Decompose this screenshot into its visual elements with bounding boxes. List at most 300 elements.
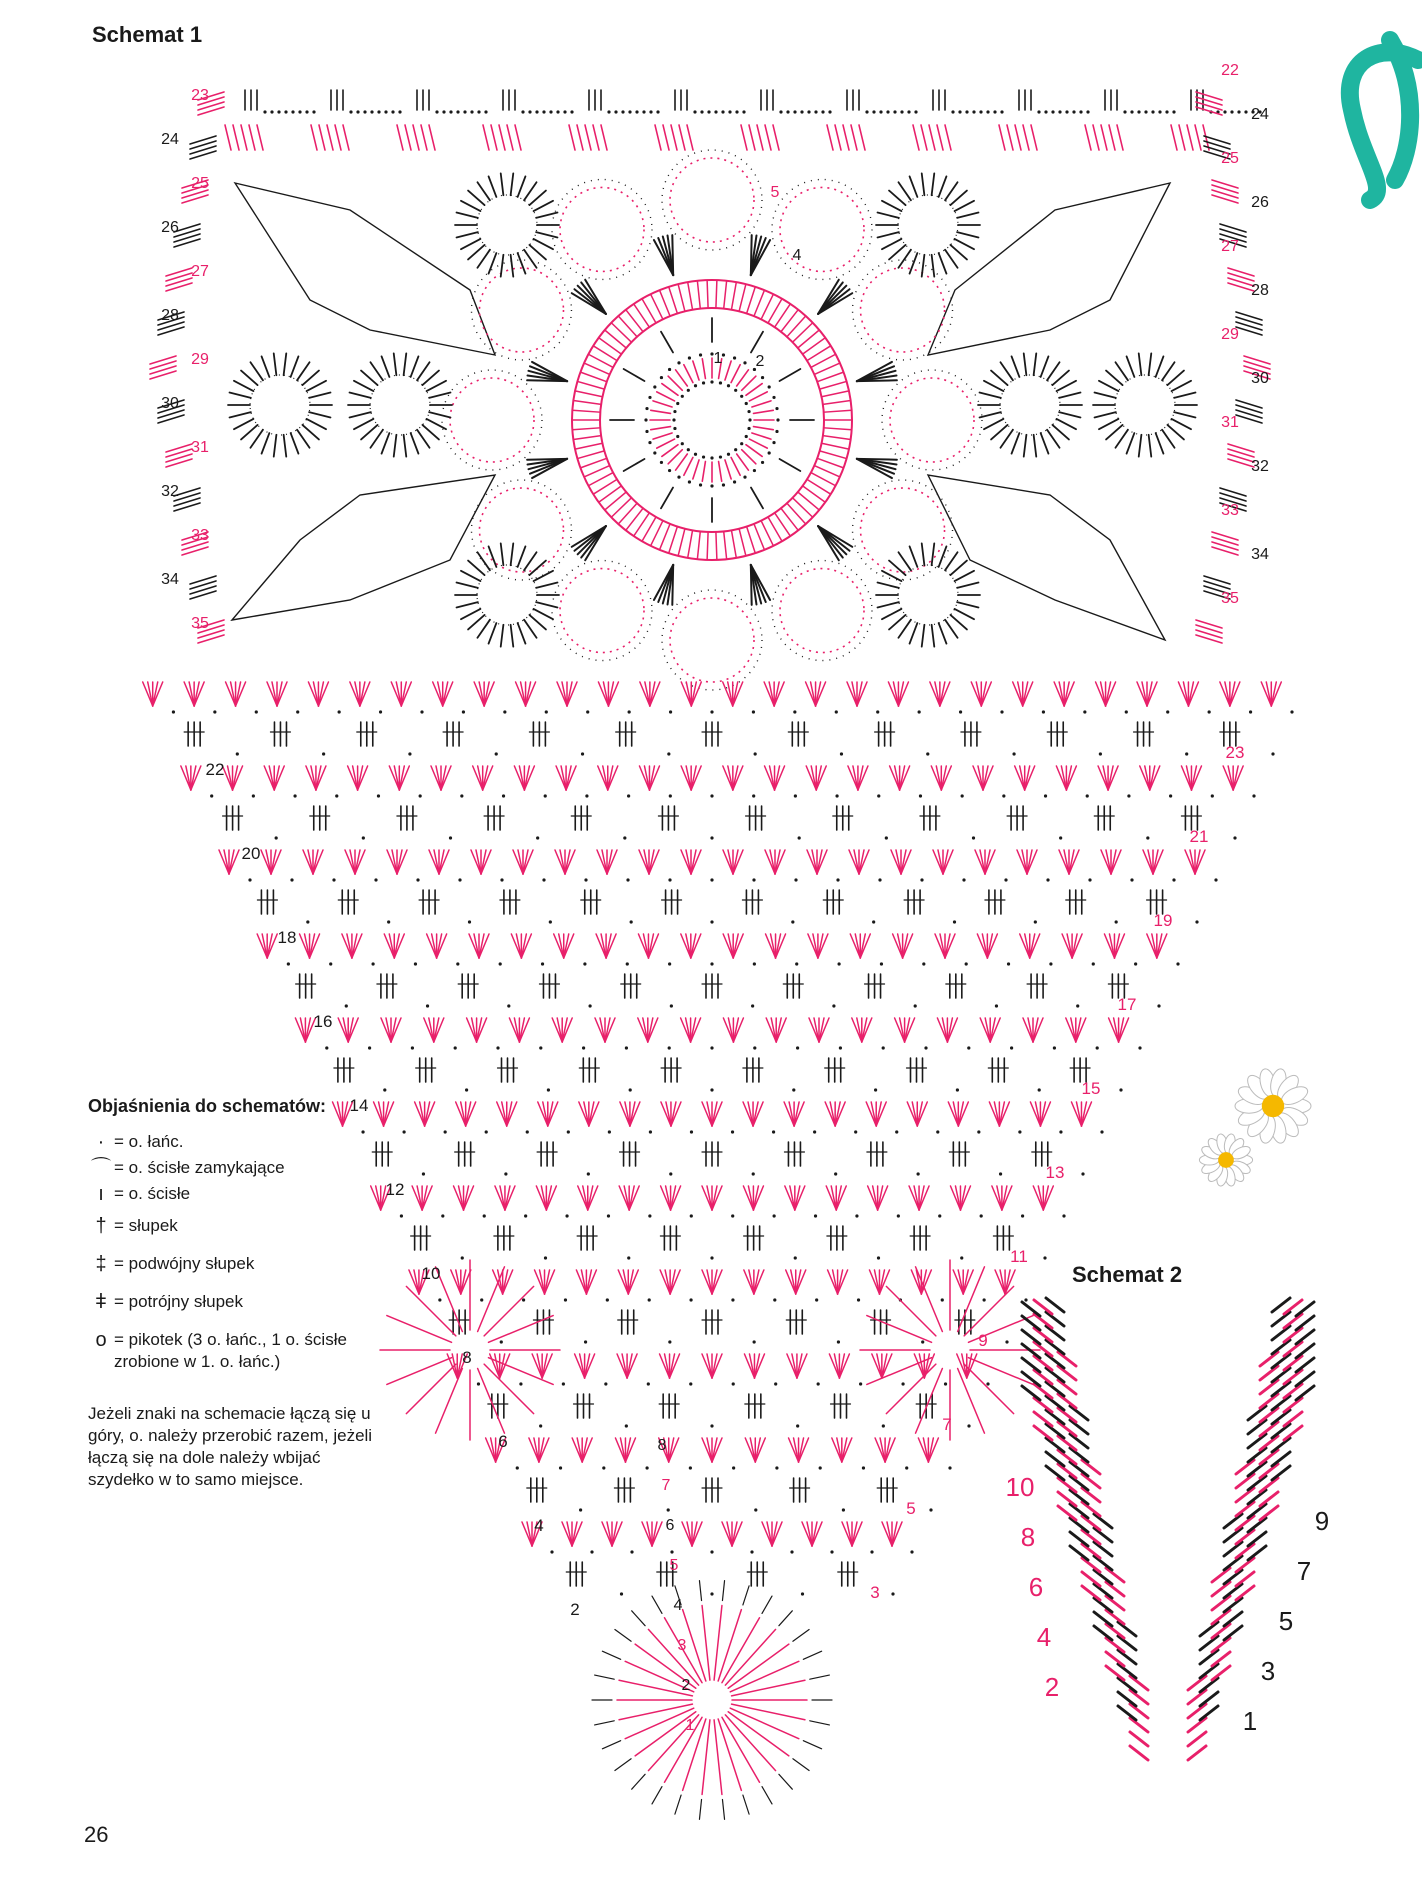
radial-stitch	[361, 371, 377, 386]
round-label: 16	[313, 1012, 333, 1031]
chain-dot	[1185, 752, 1188, 755]
radial-stitch	[823, 401, 851, 405]
radial-stitch	[1059, 412, 1080, 417]
chain-dot	[872, 920, 875, 923]
round-label: 7	[661, 1477, 671, 1494]
border-stitch	[827, 125, 833, 150]
radial-stitch	[932, 543, 935, 565]
border-stitch	[749, 125, 755, 150]
radial-stitch	[945, 620, 957, 638]
radial-stitch	[651, 410, 671, 413]
radial-stitch	[580, 372, 606, 382]
chain-dot	[263, 110, 266, 113]
radial-stitch	[762, 1596, 772, 1613]
border-stitch	[671, 125, 677, 150]
border-stitch	[1195, 125, 1201, 150]
border-stitch	[421, 125, 427, 150]
chain-dot	[855, 1214, 858, 1217]
border-stitch	[327, 125, 333, 150]
chain-dot	[918, 710, 921, 713]
chain-dot	[677, 361, 680, 364]
chain-dot	[1086, 110, 1089, 113]
petal-chain	[552, 179, 652, 279]
chain-dot	[979, 110, 982, 113]
fan-stitch	[672, 235, 673, 275]
radial-stitch	[302, 371, 318, 386]
radial-stitch	[536, 583, 557, 588]
radial-stitch	[489, 623, 497, 644]
radial-stitch	[737, 370, 749, 386]
schemat-2-title: Schemat 2	[1072, 1262, 1183, 1287]
legend-item	[88, 1329, 388, 1373]
chain-dot	[1004, 878, 1007, 881]
border-stitch	[835, 125, 841, 150]
radial-stitch	[945, 552, 957, 570]
round-label: 1	[713, 350, 723, 367]
chain-dot	[694, 453, 697, 456]
chain-dot	[586, 710, 589, 713]
chain-dot	[322, 752, 325, 755]
round-label: 35	[191, 615, 209, 632]
daisy-center	[1218, 1152, 1234, 1168]
radial-stitch	[429, 393, 450, 398]
chain-dot	[688, 356, 691, 359]
border-stitch	[655, 125, 661, 150]
chain-dot	[752, 794, 755, 797]
radial-stitch	[489, 176, 497, 197]
chain-dot	[567, 1130, 570, 1133]
border-stitch	[1101, 125, 1107, 150]
chain-dot	[821, 110, 824, 113]
chain-dot	[960, 1256, 963, 1259]
round-label: 18	[277, 928, 297, 947]
radial-stitch	[274, 435, 277, 457]
chain-dot	[986, 110, 989, 113]
round-label: 28	[161, 307, 179, 324]
chain-dot	[1172, 878, 1175, 881]
chain-dot	[719, 455, 722, 458]
chain-dot	[772, 441, 775, 444]
border-stitch	[515, 125, 521, 150]
ring-motif	[1115, 375, 1175, 435]
chain-dot	[753, 469, 756, 472]
radial-stitch	[780, 369, 801, 381]
radial-stitch	[749, 439, 767, 448]
chain-dot	[743, 361, 746, 364]
radial-stitch	[382, 433, 390, 454]
chain-dot	[507, 1004, 510, 1007]
chain-dot	[670, 1550, 673, 1553]
radial-stitch	[702, 461, 705, 481]
border-stitch	[405, 125, 411, 150]
chain-dot	[1165, 110, 1168, 113]
chain-dot	[625, 1046, 628, 1049]
border-stitch	[343, 125, 349, 150]
border-stitch	[577, 125, 583, 150]
chain-dot	[645, 1466, 648, 1469]
chain-dot	[1290, 710, 1293, 713]
round-label: 10	[1005, 1472, 1035, 1502]
radial-stitch	[307, 419, 326, 429]
chain-dot	[796, 1046, 799, 1049]
chain-dot	[839, 1046, 842, 1049]
chain-dot	[924, 1046, 927, 1049]
radial-stitch	[1174, 393, 1195, 398]
chain-dot	[794, 1256, 797, 1259]
chain-dot	[721, 110, 724, 113]
border-stitch	[397, 125, 403, 150]
chain-dot	[710, 1550, 713, 1553]
radial-stitch	[632, 1774, 645, 1789]
radial-stitch	[518, 253, 526, 274]
border-stitch	[569, 125, 575, 150]
radial-stitch	[793, 323, 813, 342]
chain-dot	[840, 752, 843, 755]
border-stitch	[663, 125, 669, 150]
chain-dot	[1062, 1214, 1065, 1217]
chain-dot	[673, 410, 676, 413]
radial-stitch	[1106, 425, 1122, 440]
chain-dot	[773, 1214, 776, 1217]
chain-dot	[584, 1340, 587, 1343]
chain-dot	[710, 380, 713, 383]
chain-dot	[958, 110, 961, 113]
chain-dot	[768, 385, 771, 388]
slip-stitch-icon: ⌒	[91, 1157, 111, 1179]
chain-dot	[917, 1172, 920, 1175]
radial-stitch	[932, 255, 935, 277]
radial-stitch	[534, 609, 553, 619]
chain-dot	[522, 1298, 525, 1301]
chain-dot	[454, 1046, 457, 1049]
chain-dot	[1012, 752, 1015, 755]
border-stitch	[1085, 125, 1091, 150]
chain-dot	[895, 1130, 898, 1133]
round-label: 27	[191, 263, 209, 280]
radial-stitch	[1041, 433, 1049, 454]
chain-dot	[526, 1130, 529, 1133]
border-stitch	[741, 125, 747, 150]
radial-stitch	[922, 255, 925, 277]
border-stitch	[851, 125, 857, 150]
radial-stitch	[939, 253, 947, 274]
chain-dot	[793, 710, 796, 713]
chain-dot	[335, 794, 338, 797]
radial-stitch	[725, 361, 731, 380]
radial-stitch	[684, 457, 693, 475]
chain-dot	[499, 962, 502, 965]
chain-dot	[585, 794, 588, 797]
chain-dot	[667, 752, 670, 755]
radial-stitch	[822, 391, 849, 397]
chain-dot	[944, 1382, 947, 1385]
chain-dot	[379, 710, 382, 713]
radial-stitch	[1000, 430, 1012, 448]
chain-dot	[710, 1592, 713, 1595]
chain-dot	[626, 878, 629, 881]
radial-stitch	[573, 401, 601, 405]
border-stitch	[1117, 125, 1123, 150]
legend-item	[88, 1291, 388, 1313]
chain-dot	[1042, 710, 1045, 713]
chain-dot	[774, 1382, 777, 1385]
border-stitch	[1031, 125, 1037, 150]
chain-dot	[878, 878, 881, 881]
radial-stitch	[722, 1799, 724, 1819]
chain-dot	[438, 1298, 441, 1301]
border-stitch	[1171, 125, 1177, 150]
chain-dot	[374, 878, 377, 881]
radial-stitch	[678, 529, 685, 556]
radial-stitch	[611, 498, 631, 517]
radial-stitch	[262, 433, 270, 454]
chain-dot	[761, 376, 764, 379]
chain-dot	[689, 1298, 692, 1301]
chain-dot	[676, 435, 679, 438]
chain-dot	[377, 794, 380, 797]
chain-dot	[648, 441, 651, 444]
border-stitch	[593, 125, 599, 150]
petal-arc	[670, 158, 754, 242]
chain-dot	[607, 110, 610, 113]
chain-dot	[1046, 878, 1049, 881]
chain-dot	[275, 836, 278, 839]
yarn-decoration-icon	[1350, 40, 1418, 200]
chain-dot	[628, 710, 631, 713]
chain-dot	[1166, 710, 1169, 713]
radial-stitch	[787, 316, 806, 337]
chain-dot	[1086, 794, 1089, 797]
chain-dot	[368, 1046, 371, 1049]
radial-stitch	[274, 353, 277, 375]
chain-dot	[210, 794, 213, 797]
chain-dot	[1059, 836, 1062, 839]
page-number: 26	[84, 1822, 109, 1847]
chain-dot	[519, 1382, 522, 1385]
radial-stitch	[731, 530, 736, 558]
round-label: 2	[681, 1677, 691, 1694]
chain-dot	[400, 1214, 403, 1217]
radial-stitch	[577, 381, 604, 389]
leaf-outline	[928, 475, 1165, 640]
round-label: 21	[1189, 827, 1209, 846]
radial-stitch	[501, 173, 504, 195]
legend-text: = podwójny słupek	[114, 1254, 255, 1273]
chain-dot	[635, 110, 638, 113]
round-label: 29	[1221, 326, 1239, 343]
radial-stitch	[468, 615, 484, 630]
chain-dot	[710, 1088, 713, 1091]
chain-dot	[1195, 920, 1198, 923]
radial-stitch	[602, 1651, 620, 1659]
radial-stitch	[817, 458, 843, 468]
ring-motif	[370, 375, 430, 435]
chain-dot	[828, 110, 831, 113]
chain-dot	[668, 368, 671, 371]
chain-dot	[719, 381, 722, 384]
chain-dot	[710, 1046, 713, 1049]
radial-stitch	[230, 393, 251, 398]
chain-dot	[649, 110, 652, 113]
radial-stitch	[955, 571, 974, 581]
radial-stitch	[1012, 356, 1020, 377]
round-label: 34	[161, 571, 179, 588]
chain-dot	[962, 878, 965, 881]
radial-stitch	[572, 410, 600, 412]
ring-motif	[898, 565, 958, 625]
radial-stitch	[702, 1720, 710, 1795]
legend-text: = słupek	[114, 1216, 178, 1235]
chain-dot	[815, 1298, 818, 1301]
radial-stitch	[1041, 356, 1049, 377]
chain-dot	[733, 480, 736, 483]
radial-stitch	[676, 370, 688, 386]
round-label: 34	[1251, 546, 1269, 563]
border-stitch	[225, 125, 231, 150]
radial-stitch	[753, 427, 773, 430]
radial-stitch	[752, 433, 771, 439]
round-label: 14	[349, 1096, 369, 1115]
chain-dot	[441, 1214, 444, 1217]
chain-dot	[602, 1466, 605, 1469]
radial-stitch	[950, 191, 966, 206]
chain-dot	[1044, 794, 1047, 797]
radial-stitch	[939, 176, 947, 197]
chain-dot	[819, 1466, 822, 1469]
radial-stitch	[461, 201, 480, 211]
radial-stitch	[707, 280, 708, 308]
radial-stitch	[882, 201, 901, 211]
chain-dot	[1002, 794, 1005, 797]
chain-dot	[1144, 110, 1147, 113]
border-stitch	[1179, 125, 1185, 150]
chain-dot	[356, 110, 359, 113]
radial-stitch	[411, 433, 419, 454]
chain-dot	[999, 1172, 1002, 1175]
radial-stitch	[1052, 371, 1068, 386]
chain-dot	[972, 836, 975, 839]
radial-stitch	[945, 250, 957, 268]
radial-stitch	[910, 176, 918, 197]
chain-dot	[362, 836, 365, 839]
chain-dot	[779, 110, 782, 113]
chain-dot	[669, 1172, 672, 1175]
chain-dot	[753, 1046, 756, 1049]
radial-stitch	[394, 353, 397, 375]
radial-stitch	[1095, 412, 1116, 417]
radial-stitch	[898, 620, 910, 638]
chain-dot	[814, 1214, 817, 1217]
chain-dot	[668, 962, 671, 965]
chain-dot	[648, 396, 651, 399]
radial-stitch	[536, 602, 557, 607]
chain-dot	[905, 1466, 908, 1469]
chain-dot	[1092, 962, 1095, 965]
radial-stitch	[1139, 435, 1142, 457]
chain-dot	[411, 1046, 414, 1049]
radial-stitch	[803, 1651, 821, 1659]
chain-dot	[965, 110, 968, 113]
radial-stitch	[417, 430, 429, 448]
single-crochet-icon: ı	[98, 1183, 104, 1205]
radial-stitch	[468, 561, 484, 576]
chain-dot	[419, 794, 422, 797]
radial-stitch	[793, 1629, 809, 1641]
radial-stitch	[1115, 430, 1127, 448]
radial-stitch	[762, 1787, 772, 1804]
ring-motif	[477, 565, 537, 625]
chain-dot	[1024, 1298, 1027, 1301]
radial-stitch	[814, 363, 840, 374]
petal-chain	[882, 370, 982, 470]
chain-dot	[213, 710, 216, 713]
radial-stitch	[662, 445, 678, 457]
chain-dot	[740, 442, 743, 445]
chain-dot	[325, 1046, 328, 1049]
chain-dot	[516, 1466, 519, 1469]
radial-stitch	[529, 561, 545, 576]
chain-dot	[710, 794, 713, 797]
border-stitch	[937, 125, 943, 150]
chain-dot	[1083, 710, 1086, 713]
radial-stitch	[477, 182, 489, 200]
radial-stitch	[779, 1774, 792, 1789]
radial-stitch	[697, 281, 700, 309]
radial-stitch	[524, 182, 536, 200]
radial-stitch	[370, 430, 382, 448]
radial-stitch	[669, 287, 678, 314]
radial-stitch	[668, 450, 682, 464]
chain-dot	[416, 878, 419, 881]
round-label: 6	[498, 1432, 508, 1451]
radial-stitch	[652, 1596, 662, 1613]
petal-arc	[560, 187, 644, 271]
chain-dot	[710, 878, 713, 881]
radial-stitch	[584, 466, 610, 477]
leaf-stitch	[1130, 1746, 1148, 1760]
chain-dot	[791, 920, 794, 923]
chain-dot	[630, 1550, 633, 1553]
chain-dot	[702, 455, 705, 458]
radial-stitch	[291, 356, 299, 377]
chain-dot	[800, 110, 803, 113]
legend-heading: Objaśnienia do schematów:	[88, 1096, 327, 1116]
radial-stitch	[730, 1661, 799, 1692]
chain-dot	[710, 1424, 713, 1427]
chain-dot	[296, 710, 299, 713]
radial-stitch	[749, 392, 767, 401]
bottom-fan	[380, 1260, 1040, 1819]
chain-dot	[830, 1550, 833, 1553]
chain-dot	[807, 110, 810, 113]
chain-dot	[584, 878, 587, 881]
radial-stitch	[675, 1795, 681, 1814]
chain-dot	[625, 1424, 628, 1427]
chain-dot	[681, 395, 684, 398]
double-crochet-icon: †	[95, 1215, 107, 1237]
border-stitch	[311, 125, 317, 150]
chain-dot	[1034, 920, 1037, 923]
chain-dot	[835, 794, 838, 797]
chain-dot	[628, 110, 631, 113]
chain-stitch-icon: ·	[97, 1131, 105, 1153]
chain-dot	[786, 110, 789, 113]
chain-dot	[541, 962, 544, 965]
chain-dot	[813, 1130, 816, 1133]
chain-dot	[1211, 794, 1214, 797]
chain-dot	[465, 1088, 468, 1091]
chain-dot	[660, 461, 663, 464]
